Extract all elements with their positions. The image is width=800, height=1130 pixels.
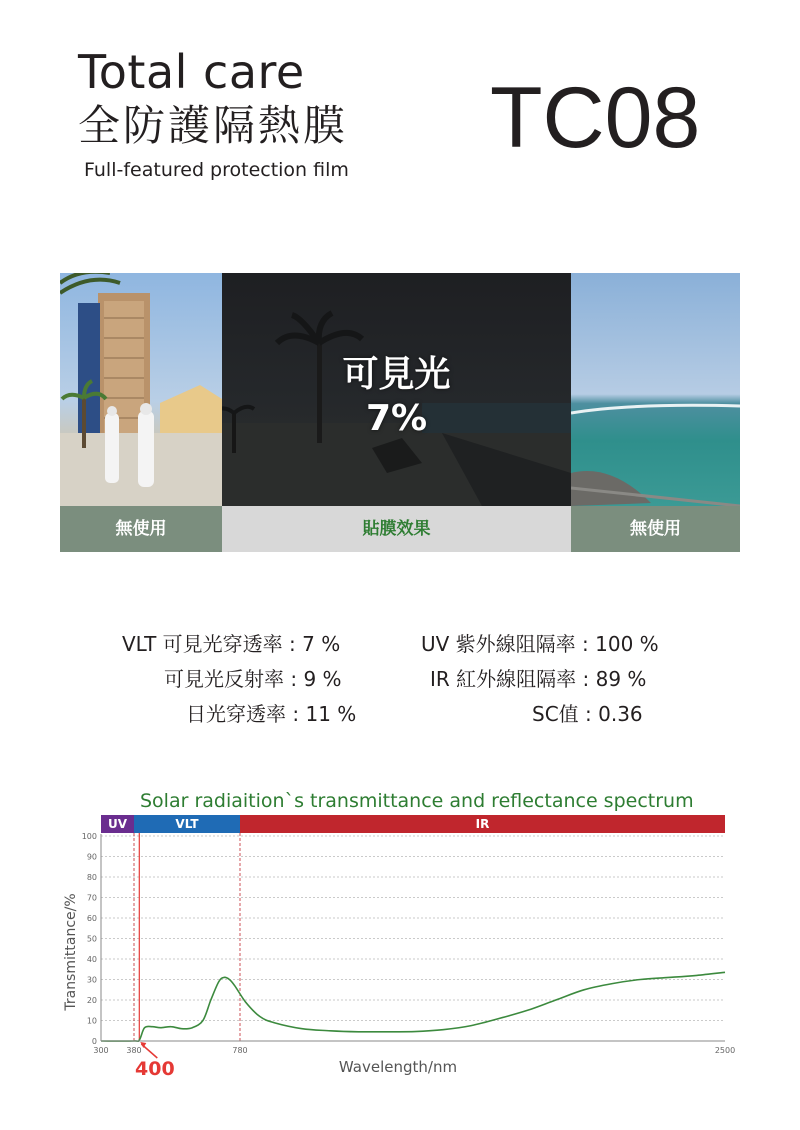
product-title-chinese: 全防護隔熱膜 bbox=[78, 101, 349, 150]
transmittance-curve bbox=[101, 972, 725, 1041]
photo-panel-untinted-right bbox=[571, 273, 740, 506]
chart-title: Solar radiaition`s transmittance and reflectance spectrum bbox=[140, 790, 694, 812]
spec-solar-transmittance-value: 11 % bbox=[305, 702, 357, 726]
comparison-photo bbox=[60, 273, 740, 506]
sea-scene-icon bbox=[571, 273, 740, 506]
spec-shading-coefficient-label: SC值 : bbox=[532, 702, 592, 726]
spec-ir-rejection-label: IR 紅外線阻隔率 : bbox=[430, 667, 590, 691]
y-tick-label: 0 bbox=[91, 1037, 97, 1046]
spec-visible-reflectance bbox=[164, 666, 342, 692]
wavelength-400-marker-label: 400 bbox=[135, 1058, 175, 1080]
vlt-overlay-value: 7% bbox=[365, 398, 428, 439]
spec-solar-transmittance-label: 日光穿透率 : bbox=[186, 702, 300, 726]
spec-visible-reflectance-value: 9 % bbox=[303, 667, 342, 691]
x-tick-label: 2500 bbox=[714, 1046, 736, 1055]
x-tick-label: 780 bbox=[232, 1046, 248, 1055]
product-title-english: Total care bbox=[78, 45, 305, 99]
spec-shading-coefficient-value: 0.36 bbox=[598, 702, 643, 726]
label-with-film: 貼膜效果 bbox=[222, 506, 571, 552]
spec-solar-transmittance bbox=[186, 701, 356, 727]
band-label-uv: UV bbox=[107, 817, 128, 831]
spec-vlt bbox=[122, 631, 340, 657]
label-no-film-right: 無使用 bbox=[571, 506, 740, 552]
spec-ir-rejection-value: 89 % bbox=[595, 667, 647, 691]
y-tick-label: 100 bbox=[81, 832, 97, 841]
y-tick-label: 50 bbox=[86, 934, 97, 944]
x-tick-label: 380 bbox=[126, 1046, 142, 1055]
product-subtitle: Full-featured protection film bbox=[84, 159, 349, 181]
spec-uv-rejection bbox=[421, 631, 659, 657]
spec-uv-rejection-value: 100 % bbox=[595, 632, 659, 656]
photo-panel-untinted-left bbox=[60, 273, 222, 506]
spec-vlt-label: VLT 可見光穿透率 : bbox=[122, 632, 296, 656]
label-no-film-left: 無使用 bbox=[60, 506, 222, 552]
vlt-overlay-title: 可見光 bbox=[342, 354, 451, 395]
x-tick-label: 300 bbox=[93, 1046, 109, 1055]
building-scene-icon bbox=[60, 273, 222, 506]
y-tick-label: 90 bbox=[86, 852, 97, 862]
y-tick-label: 40 bbox=[86, 955, 97, 964]
band-label-ir: IR bbox=[475, 817, 490, 831]
photo-panel-tinted bbox=[222, 273, 571, 506]
spectrum-chart bbox=[50, 782, 750, 1082]
spec-vlt-value: 7 % bbox=[302, 632, 341, 656]
spec-ir-rejection bbox=[430, 666, 646, 692]
spec-visible-reflectance-label: 可見光反射率 : bbox=[164, 667, 298, 691]
y-tick-label: 70 bbox=[86, 893, 97, 903]
band-label-vlt: VLT bbox=[175, 817, 199, 831]
y-tick-label: 60 bbox=[86, 914, 97, 923]
spec-uv-rejection-label: UV 紫外線阻隔率 : bbox=[421, 632, 589, 656]
spec-shading-coefficient bbox=[532, 701, 643, 727]
chart-y-axis-label: Transmittance/% bbox=[63, 893, 79, 1011]
chart-x-axis-label: Wavelength/nm bbox=[338, 1058, 458, 1076]
model-number: TC08 bbox=[490, 70, 701, 166]
vlt-overlay-label bbox=[222, 353, 571, 441]
y-tick-label: 20 bbox=[86, 996, 97, 1005]
y-tick-label: 30 bbox=[86, 975, 97, 985]
y-tick-label: 80 bbox=[86, 873, 97, 882]
y-tick-label: 10 bbox=[86, 1016, 97, 1026]
